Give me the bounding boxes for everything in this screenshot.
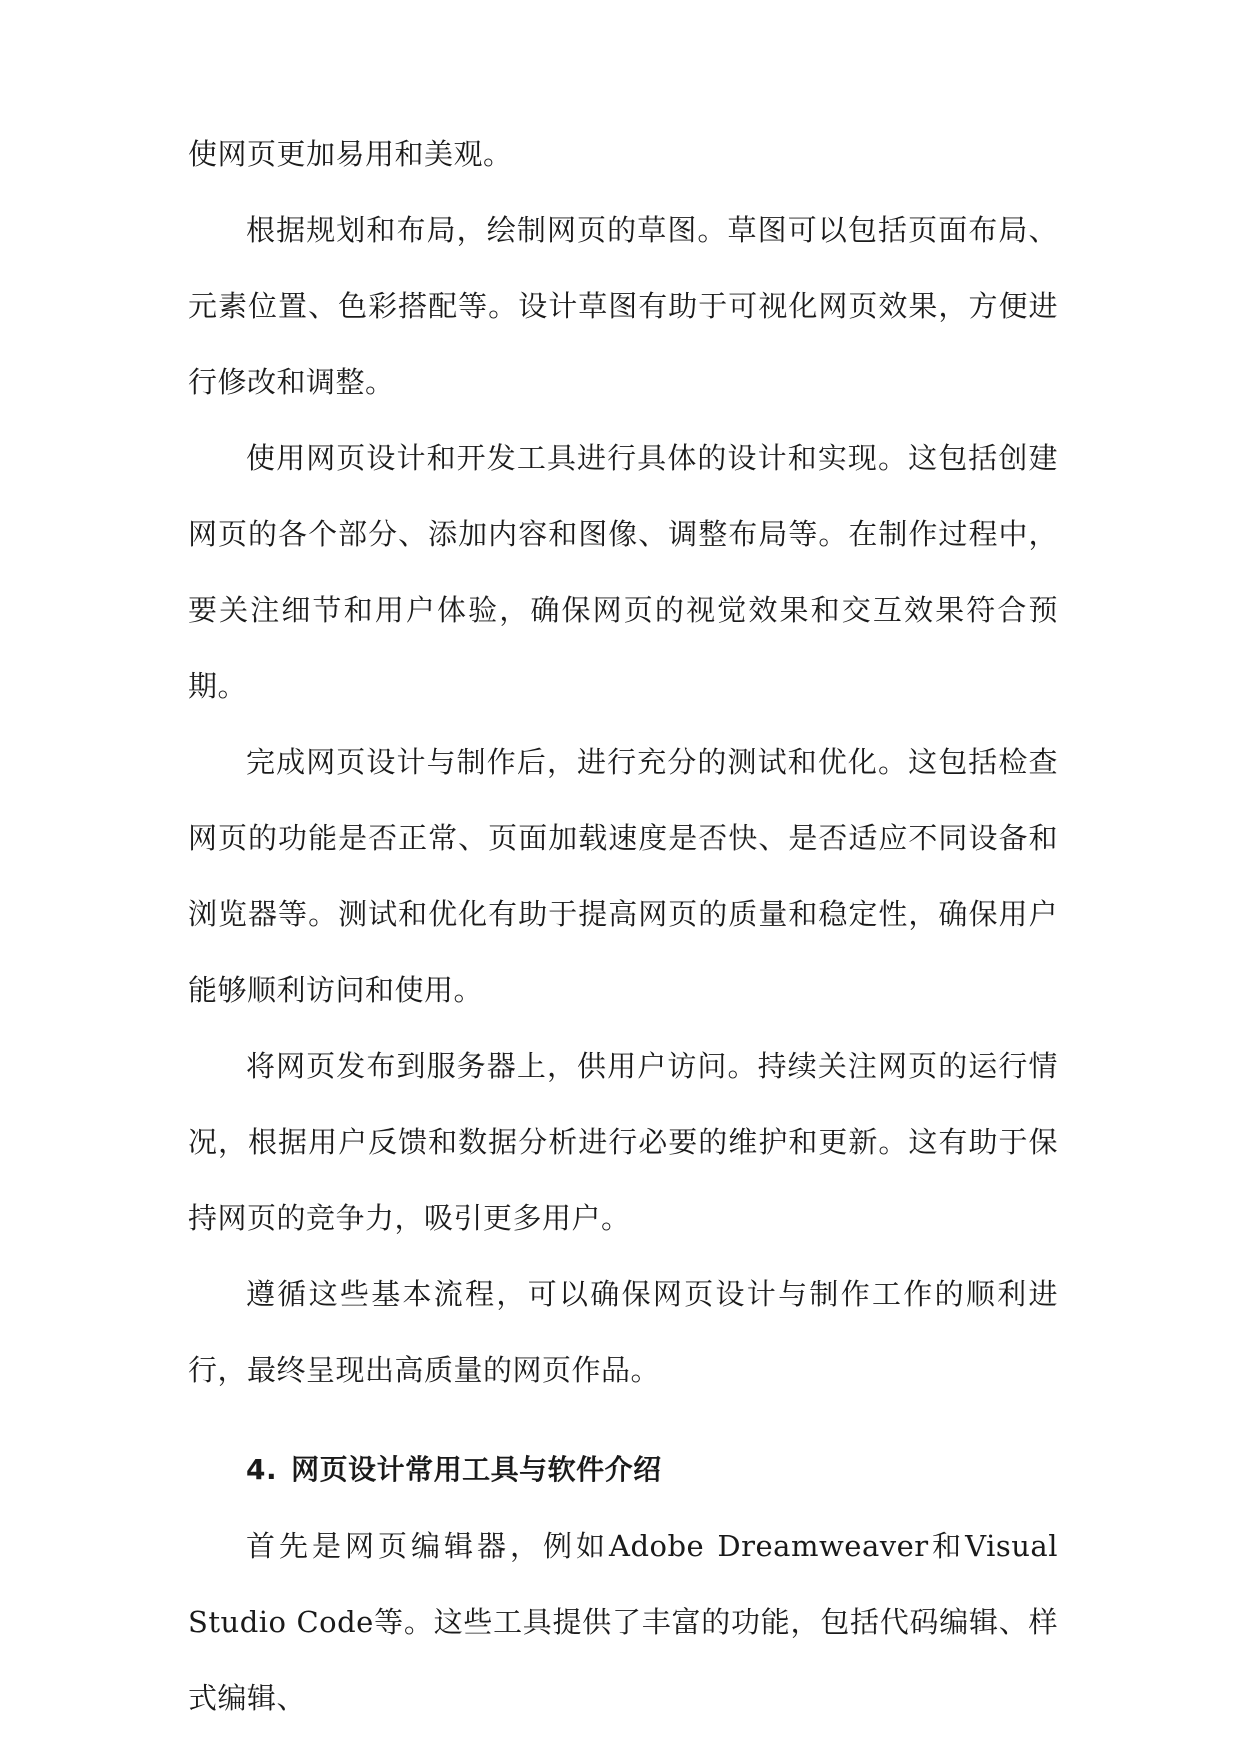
paragraph-conclusion: 遵循这些基本流程，可以确保网页设计与制作工作的顺利进行，最终呈现出高质量的网页作品。 [188, 1277, 1058, 1387]
section-spacer [188, 1408, 1058, 1432]
section-heading [188, 1432, 1058, 1508]
section-number: 4. [246, 1453, 278, 1486]
paragraph-tools-intro: 首先是网页编辑器，例如Adobe Dreamweaver和Visual Studio Code等。这些工具提供了丰富的功能，包括代码编辑、样式编辑、 [188, 1529, 1058, 1715]
paragraph-publishing: 将网页发布到服务器上，供用户访问。持续关注网页的运行情况，根据用户反馈和数据分析进行必要的维护和更新。这有助于保持网页的竞争力，吸引更多用户。 [188, 1049, 1058, 1235]
paragraph-fragment: 使网页更加易用和美观。 [188, 137, 513, 171]
paragraph-testing: 完成网页设计与制作后，进行充分的测试和优化。这包括检查网页的功能是否正常、页面加载速度是否快、是否适应不同设备和浏览器等。测试和优化有助于提高网页的质量和稳定性，确保用户能够顺利访问和使用。 [188, 745, 1058, 1007]
paragraph-sketch: 根据规划和布局，绘制网页的草图。草图可以包括页面布局、元素位置、色彩搭配等。设计草图有助于可视化网页效果，方便进行修改和调整。 [188, 213, 1058, 399]
document-body [188, 116, 1058, 1736]
section-title: 网页设计常用工具与软件介绍 [291, 1453, 662, 1486]
paragraph-implementation: 使用网页设计和开发工具进行具体的设计和实现。这包括创建网页的各个部分、添加内容和图像、调整布局等。在制作过程中，要关注细节和用户体验，确保网页的视觉效果和交互效果符合预期。 [188, 441, 1058, 703]
